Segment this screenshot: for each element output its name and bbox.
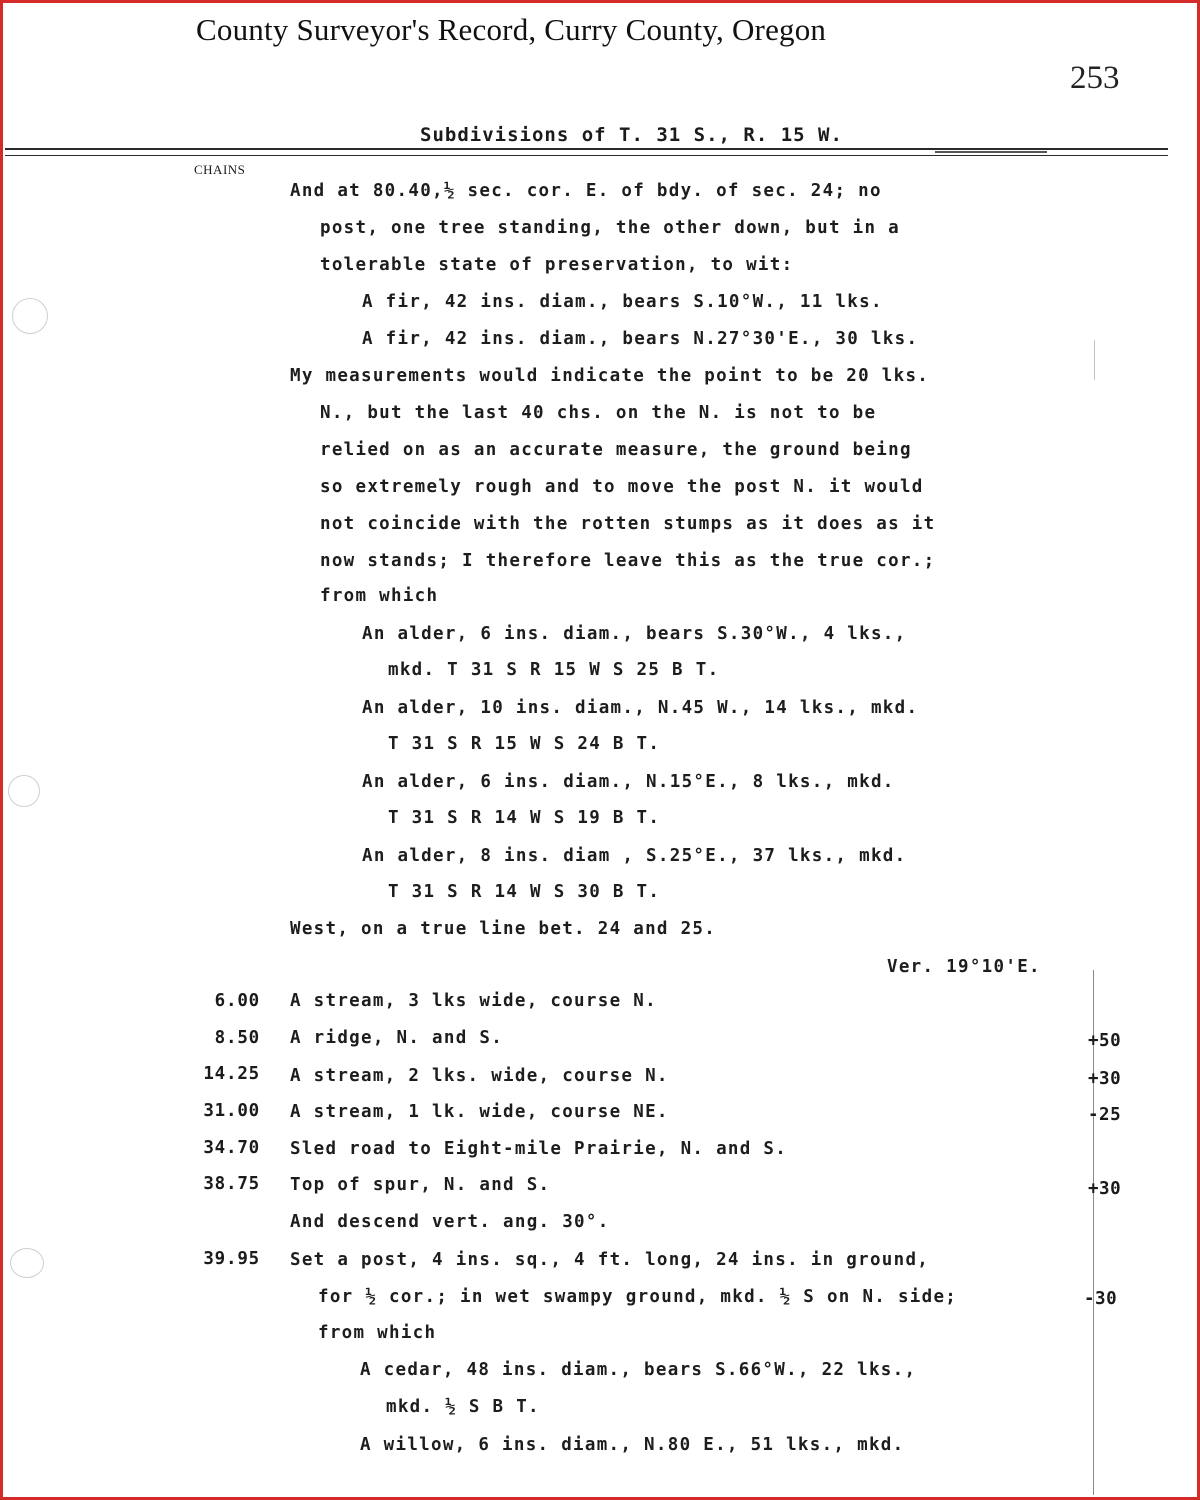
header-rule [5, 148, 1168, 150]
record-line: T 31 S R 14 W S 30 B T. [388, 882, 661, 902]
record-line: Sled road to Eight-mile Prairie, N. and S. [290, 1139, 788, 1159]
record-line: so extremely rough and to move the post N. it would [320, 477, 924, 497]
record-line: My measurements would indicate the point to be 20 lks. [290, 366, 930, 386]
record-line: Top of spur, N. and S. [290, 1175, 551, 1195]
distance-value: 31.00 [203, 1101, 260, 1121]
record-line: for ½ cor.; in wet swampy ground, mkd. ½ S on N. side; [318, 1287, 958, 1307]
paper-mark [12, 298, 48, 334]
record-line: A fir, 42 ins. diam., bears S.10°W., 11 lks. [362, 292, 883, 312]
record-line: relied on as an accurate measure, the ground being [320, 440, 912, 460]
record-line: An alder, 10 ins. diam., N.45 W., 14 lks., mkd. [362, 698, 919, 718]
margin-value: +30 [1088, 1069, 1122, 1089]
record-line: T 31 S R 15 W S 24 B T. [388, 734, 661, 754]
header-rule-mark [935, 151, 1047, 153]
record-line: tolerable state of preservation, to wit: [320, 255, 794, 275]
record-line: from which [318, 1323, 437, 1343]
record-line: A willow, 6 ins. diam., N.80 E., 51 lks., mkd. [360, 1435, 905, 1455]
margin-value: -30 [1084, 1289, 1118, 1309]
record-line: Set a post, 4 ins. sq., 4 ft. long, 24 ins. in ground, [290, 1250, 930, 1270]
record-line: not coincide with the rotten stumps as it does as it [320, 514, 936, 534]
distance-value: 8.50 [214, 1028, 260, 1048]
margin-rule-faint [1094, 340, 1095, 380]
record-line: N., but the last 40 chs. on the N. is not to be [320, 403, 877, 423]
record-line: An alder, 6 ins. diam., bears S.30°W., 4 lks., [362, 624, 907, 644]
header-rule-thin [5, 155, 1168, 156]
record-line: An alder, 8 ins. diam , S.25°E., 37 lks., mkd. [362, 846, 907, 866]
record-line: A stream, 2 lks. wide, course N. [290, 1066, 669, 1086]
record-line: A ridge, N. and S. [290, 1028, 504, 1048]
distance-value: 39.95 [203, 1249, 260, 1269]
record-line: A stream, 3 lks wide, course N. [290, 991, 657, 1011]
margin-value: +30 [1088, 1179, 1122, 1199]
record-line: West, on a true line bet. 24 and 25. [290, 919, 717, 939]
distance-value: 34.70 [203, 1138, 260, 1158]
section-subtitle: Subdivisions of T. 31 S., R. 15 W. [420, 124, 843, 146]
paper-mark [8, 775, 40, 807]
record-line: T 31 S R 14 W S 19 B T. [388, 808, 661, 828]
margin-value: -25 [1088, 1105, 1122, 1125]
paper-mark [10, 1248, 44, 1278]
distance-value: 38.75 [203, 1174, 260, 1194]
record-line: from which [320, 586, 439, 606]
distance-value: 14.25 [203, 1064, 260, 1084]
record-line: A stream, 1 lk. wide, course NE. [290, 1102, 669, 1122]
record-line: post, one tree standing, the other down, but in a [320, 218, 900, 238]
record-line: An alder, 6 ins. diam., N.15°E., 8 lks., mkd. [362, 772, 895, 792]
record-line: mkd. T 31 S R 15 W S 25 B T. [388, 660, 720, 680]
record-line: mkd. ½ S B T. [386, 1397, 540, 1417]
margin-value: +50 [1088, 1031, 1122, 1051]
record-line: And descend vert. ang. 30°. [290, 1212, 610, 1232]
record-line: A cedar, 48 ins. diam., bears S.66°W., 22 lks., [360, 1360, 917, 1380]
distance-value: 6.00 [214, 991, 260, 1011]
record-line: A fir, 42 ins. diam., bears N.27°30'E., 30 lks. [362, 329, 919, 349]
chains-column-label: CHAINS [194, 162, 246, 177]
record-line: Ver. 19°10'E. [887, 957, 1041, 977]
record-line: now stands; I therefore leave this as the true cor.; [320, 551, 936, 571]
record-line: And at 80.40,½ sec. cor. E. of bdy. of sec. 24; no [290, 181, 882, 201]
page-number: 253 [1070, 60, 1120, 96]
record-title: County Surveyor's Record, Curry County, Oregon [196, 12, 827, 47]
